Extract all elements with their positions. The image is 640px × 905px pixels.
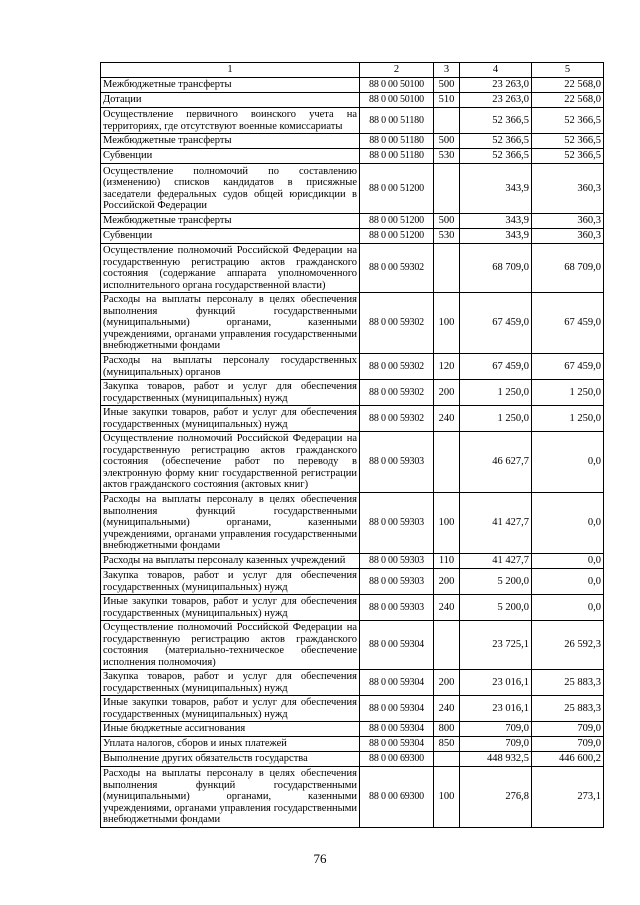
row-expense-type: 200 [434, 380, 460, 406]
header-col-4: 4 [460, 63, 532, 78]
row-code: 88 0 00 50100 [360, 93, 434, 108]
row-value-2023: 68 709,0 [460, 244, 532, 293]
row-value-2024: 52 366,5 [532, 134, 604, 149]
table-row [101, 149, 604, 164]
row-name: Межбюджетные трансферты [101, 134, 360, 149]
table-row [101, 293, 604, 354]
row-expense-type: 500 [434, 134, 460, 149]
row-expense-type: 100 [434, 767, 460, 828]
row-expense-type: 240 [434, 696, 460, 722]
row-expense-type: 120 [434, 354, 460, 380]
row-expense-type [434, 621, 460, 670]
table-row [101, 229, 604, 244]
table-row [101, 767, 604, 828]
table-header-row [101, 63, 604, 78]
row-expense-type: 200 [434, 670, 460, 696]
row-name: Иные закупки товаров, работ и услуг для обеспечения государственных (муниципальных) нужд [101, 696, 360, 722]
row-name: Закупка товаров, работ и услуг для обеспечения государственных (муниципальных) нужд [101, 380, 360, 406]
row-expense-type [434, 164, 460, 214]
row-code: 88 0 00 59302 [360, 293, 434, 354]
row-value-2024: 0,0 [532, 569, 604, 595]
row-code: 88 0 00 59303 [360, 569, 434, 595]
row-code: 88 0 00 59304 [360, 722, 434, 737]
row-name: Расходы на выплаты персоналу в целях обеспечения выполнения функций государственными (муниципальными) органами, казенными учреждениями, органами управления государственными внебюджетными фондами [101, 493, 360, 554]
row-value-2024: 360,3 [532, 229, 604, 244]
row-value-2023: 1 250,0 [460, 406, 532, 432]
row-expense-type: 240 [434, 406, 460, 432]
row-value-2023: 343,9 [460, 164, 532, 214]
row-code: 88 0 00 59303 [360, 554, 434, 569]
row-code: 88 0 00 59302 [360, 380, 434, 406]
table-row [101, 93, 604, 108]
row-value-2023: 448 932,5 [460, 752, 532, 767]
row-value-2023: 709,0 [460, 737, 532, 752]
row-code: 88 0 00 59303 [360, 432, 434, 493]
table-row [101, 752, 604, 767]
row-value-2023: 52 366,5 [460, 108, 532, 134]
row-value-2023: 23 016,1 [460, 670, 532, 696]
row-code: 88 0 00 51180 [360, 108, 434, 134]
row-value-2023: 41 427,7 [460, 493, 532, 554]
row-name: Иные закупки товаров, работ и услуг для обеспечения государственных (муниципальных) нужд [101, 595, 360, 621]
row-expense-type [434, 432, 460, 493]
table-row [101, 164, 604, 214]
row-value-2023: 5 200,0 [460, 595, 532, 621]
table-row [101, 214, 604, 229]
row-code: 88 0 00 51180 [360, 149, 434, 164]
row-code: 88 0 00 59304 [360, 621, 434, 670]
row-name: Уплата налогов, сборов и иных платежей [101, 737, 360, 752]
row-value-2023: 5 200,0 [460, 569, 532, 595]
row-name: Закупка товаров, работ и услуг для обеспечения государственных (муниципальных) нужд [101, 670, 360, 696]
table-row [101, 621, 604, 670]
row-value-2024: 446 600,2 [532, 752, 604, 767]
row-name: Иные закупки товаров, работ и услуг для обеспечения государственных (муниципальных) нужд [101, 406, 360, 432]
row-value-2024: 709,0 [532, 722, 604, 737]
row-value-2023: 1 250,0 [460, 380, 532, 406]
row-expense-type: 110 [434, 554, 460, 569]
row-expense-type: 240 [434, 595, 460, 621]
row-value-2024: 26 592,3 [532, 621, 604, 670]
row-name: Расходы на выплаты персоналу казенных учреждений [101, 554, 360, 569]
row-name: Осуществление полномочий Российской Федерации на государственную регистрацию актов гражданского состояния (материально-техническое обеспечение исполнения полномочия) [101, 621, 360, 670]
table-row [101, 108, 604, 134]
row-value-2024: 25 883,3 [532, 670, 604, 696]
row-code: 88 0 00 50100 [360, 78, 434, 93]
row-name: Межбюджетные трансферты [101, 214, 360, 229]
header-col-2: 2 [360, 63, 434, 78]
header-col-1: 1 [101, 63, 360, 78]
row-value-2024: 67 459,0 [532, 354, 604, 380]
row-code: 88 0 00 59304 [360, 670, 434, 696]
row-code: 88 0 00 51200 [360, 229, 434, 244]
row-code: 88 0 00 59304 [360, 737, 434, 752]
row-expense-type [434, 752, 460, 767]
row-expense-type: 500 [434, 214, 460, 229]
row-value-2023: 23 725,1 [460, 621, 532, 670]
row-value-2023: 343,9 [460, 229, 532, 244]
row-code: 88 0 00 51180 [360, 134, 434, 149]
row-code: 88 0 00 59303 [360, 595, 434, 621]
row-expense-type [434, 108, 460, 134]
row-code: 88 0 00 59302 [360, 406, 434, 432]
row-expense-type: 850 [434, 737, 460, 752]
row-value-2023: 23 016,1 [460, 696, 532, 722]
table-row [101, 78, 604, 93]
row-code: 88 0 00 59303 [360, 493, 434, 554]
table-row [101, 722, 604, 737]
table-row [101, 432, 604, 493]
row-value-2024: 0,0 [532, 595, 604, 621]
row-value-2024: 52 366,5 [532, 108, 604, 134]
table-row [101, 244, 604, 293]
row-expense-type [434, 244, 460, 293]
row-value-2024: 25 883,3 [532, 696, 604, 722]
table-row [101, 737, 604, 752]
row-code: 88 0 00 59304 [360, 696, 434, 722]
row-value-2023: 67 459,0 [460, 354, 532, 380]
row-name: Осуществление полномочий Российской Федерации на государственную регистрацию актов гражданского состояния (содержание аппарата уполномоченного исполнительного органа государственной власти) [101, 244, 360, 293]
row-value-2023: 23 263,0 [460, 78, 532, 93]
table-row [101, 406, 604, 432]
row-value-2024: 68 709,0 [532, 244, 604, 293]
row-value-2024: 52 366,5 [532, 149, 604, 164]
row-value-2024: 360,3 [532, 164, 604, 214]
row-value-2024: 0,0 [532, 493, 604, 554]
row-name: Закупка товаров, работ и услуг для обеспечения государственных (муниципальных) нужд [101, 569, 360, 595]
row-code: 88 0 00 59302 [360, 244, 434, 293]
row-name: Выполнение других обязательств государства [101, 752, 360, 767]
row-value-2024: 0,0 [532, 432, 604, 493]
row-expense-type: 800 [434, 722, 460, 737]
row-name: Осуществление полномочий Российской Федерации на государственную регистрацию актов гражданского состояния (обеспечение работ по переводу в электронную форму книг государственной регистрации актов гражданского состояния (актовых книг) [101, 432, 360, 493]
row-value-2023: 276,8 [460, 767, 532, 828]
row-expense-type: 530 [434, 229, 460, 244]
row-value-2024: 67 459,0 [532, 293, 604, 354]
row-name: Дотации [101, 93, 360, 108]
table-row [101, 134, 604, 149]
row-value-2024: 22 568,0 [532, 93, 604, 108]
row-expense-type: 200 [434, 569, 460, 595]
row-code: 88 0 00 59302 [360, 354, 434, 380]
row-value-2024: 709,0 [532, 737, 604, 752]
row-value-2024: 0,0 [532, 554, 604, 569]
row-value-2023: 23 263,0 [460, 93, 532, 108]
row-expense-type: 100 [434, 293, 460, 354]
table-row [101, 554, 604, 569]
row-value-2023: 67 459,0 [460, 293, 532, 354]
row-value-2023: 709,0 [460, 722, 532, 737]
row-value-2024: 1 250,0 [532, 380, 604, 406]
page-number: 76 [313, 851, 327, 866]
row-code: 88 0 00 69300 [360, 767, 434, 828]
row-name: Субвенции [101, 149, 360, 164]
table-row [101, 569, 604, 595]
row-expense-type: 100 [434, 493, 460, 554]
row-code: 88 0 00 51200 [360, 214, 434, 229]
row-value-2024: 1 250,0 [532, 406, 604, 432]
row-name: Межбюджетные трансферты [101, 78, 360, 93]
row-expense-type: 500 [434, 78, 460, 93]
row-name: Расходы на выплаты персоналу государственных (муниципальных) органов [101, 354, 360, 380]
row-expense-type: 510 [434, 93, 460, 108]
row-value-2023: 52 366,5 [460, 149, 532, 164]
row-name: Субвенции [101, 229, 360, 244]
row-code: 88 0 00 69300 [360, 752, 434, 767]
header-col-3: 3 [434, 63, 460, 78]
header-col-5: 5 [532, 63, 604, 78]
row-value-2024: 360,3 [532, 214, 604, 229]
table-row [101, 595, 604, 621]
row-expense-type: 530 [434, 149, 460, 164]
table-row [101, 354, 604, 380]
row-name: Расходы на выплаты персоналу в целях обеспечения выполнения функций государственными (муниципальными) органами, казенными учреждениями, органами управления государственными внебюджетными фондами [101, 293, 360, 354]
row-code: 88 0 00 51200 [360, 164, 434, 214]
table-row [101, 696, 604, 722]
table-row [101, 670, 604, 696]
table-body [101, 78, 604, 828]
row-name: Осуществление первичного воинского учета на территориях, где отсутствуют военные комиссариаты [101, 108, 360, 134]
row-value-2023: 41 427,7 [460, 554, 532, 569]
row-value-2024: 22 568,0 [532, 78, 604, 93]
row-name: Осуществление полномочий по составлению (изменению) списков кандидатов в присяжные заседатели федеральных судов общей юрисдикции в Российской Федерации [101, 164, 360, 214]
row-name: Расходы на выплаты персоналу в целях обеспечения выполнения функций государственными (муниципальными) органами, казенными учреждениями, органами управления государственными внебюджетными фондами [101, 767, 360, 828]
row-value-2024: 273,1 [532, 767, 604, 828]
row-value-2023: 52 366,5 [460, 134, 532, 149]
table-row [101, 380, 604, 406]
budget-table [100, 62, 604, 828]
table-row [101, 493, 604, 554]
row-value-2023: 343,9 [460, 214, 532, 229]
row-name: Иные бюджетные ассигнования [101, 722, 360, 737]
row-value-2023: 46 627,7 [460, 432, 532, 493]
